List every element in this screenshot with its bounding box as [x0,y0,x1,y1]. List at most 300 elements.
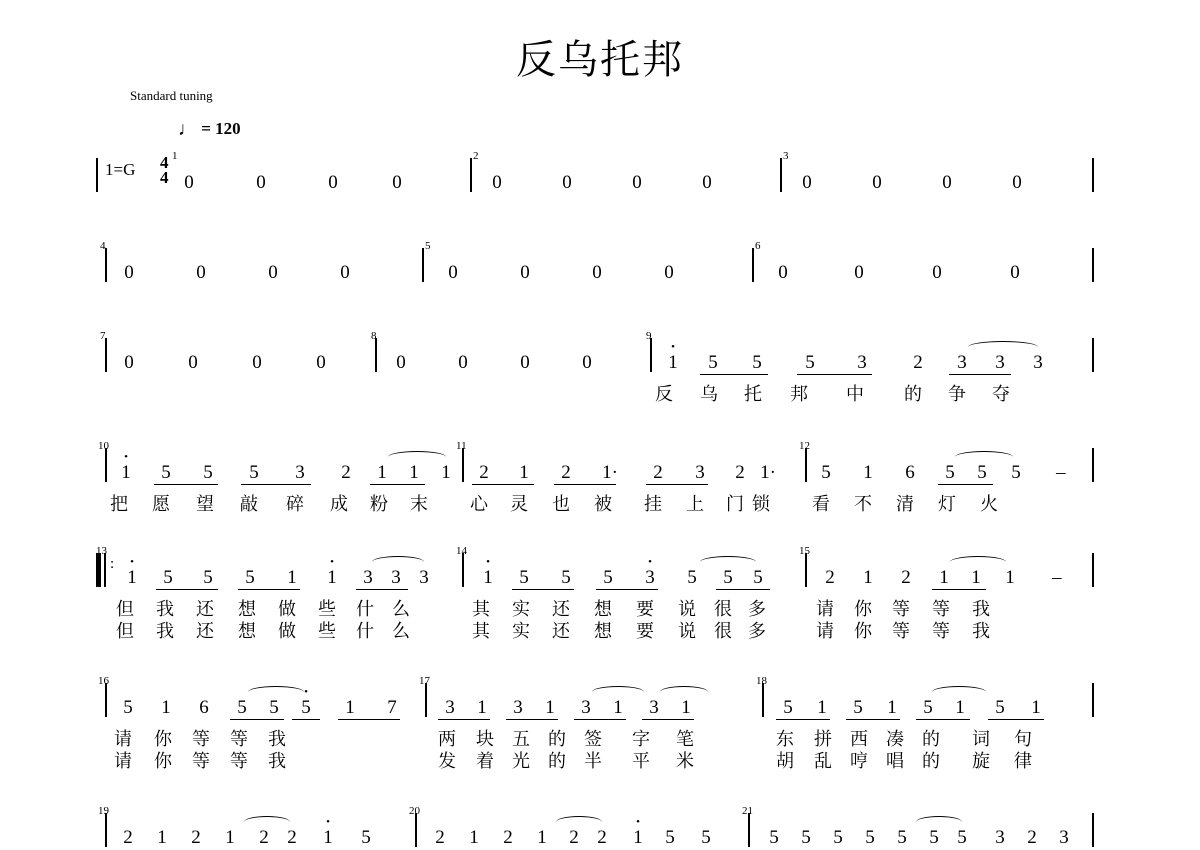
page-title: 反乌托邦 [516,37,684,83]
note: 0 [268,262,278,283]
barline [650,338,652,372]
note: 5 [1011,462,1021,483]
tie-slur [244,816,290,828]
note: 3 [695,462,705,483]
note: 2 [913,352,923,373]
measure-number: 3 [783,150,789,162]
lyric: 西 [850,729,868,750]
lyric-verse2: 的 [548,751,566,772]
note: 5 [269,697,279,718]
note: 0 [1010,262,1020,283]
system-7 [0,805,1200,850]
note: 1 [287,567,297,588]
note [318,816,338,849]
note: 1 [613,697,623,718]
lyric: 的 [548,729,566,750]
note: 5 [752,352,762,373]
tie-slur [372,556,424,568]
beam-underline [932,589,986,590]
tie-slur [968,341,1038,353]
measure-number: 13 [96,545,107,557]
lyric: 的 [904,384,922,405]
octave-dot: • [304,686,308,698]
lyric: 你 [154,729,172,750]
lyric-verse2: 律 [1014,751,1032,772]
note: 5 [995,697,1005,718]
note: 0 [392,172,402,193]
note: 5 [805,352,815,373]
note: 0 [340,262,350,283]
note: 3 [513,697,523,718]
lyric-verse2: 说 [678,621,696,642]
lyric: 粉 [370,494,388,515]
lyric: 拼 [814,729,832,750]
note: 0 [854,262,864,283]
note: 5 [203,567,213,588]
note: 2 [901,567,911,588]
note: 1· [760,462,776,483]
beam-underline [596,589,658,590]
barline [805,553,807,587]
lyric: 些 [318,599,336,620]
note: 3 [995,352,1005,373]
barline [415,813,417,847]
lyric: 想 [238,599,256,620]
note-value: 1 [668,352,678,373]
repeat-dots: : [110,556,115,572]
lyric: 很 [714,599,732,620]
note: 1 [519,462,529,483]
note: 1 [225,827,235,848]
lyric-verse2: 还 [552,621,570,642]
beam-underline [154,484,218,485]
lyric-verse2: 乱 [814,751,832,772]
lyric: 还 [552,599,570,620]
note: 0 [124,262,134,283]
note: 3 [1033,352,1043,373]
note: 5 [897,827,907,848]
note: 0 [328,172,338,193]
note: 5 [361,827,371,848]
lyric: 挂 [644,494,662,515]
barline [422,248,424,282]
note: 0 [592,262,602,283]
lyric: 做 [278,599,296,620]
lyric-verse2: 唱 [886,751,904,772]
beam-underline [241,484,311,485]
beam-underline [472,484,534,485]
beam-underline [156,589,218,590]
lyric-verse2: 很 [714,621,732,642]
barline [748,813,750,847]
lyric-verse2: 胡 [776,751,794,772]
measure-number: 21 [742,805,753,817]
note: 2 [825,567,835,588]
lyric-verse2: 哼 [850,751,868,772]
note: 0 [196,262,206,283]
note: 2 [259,827,269,848]
octave-dot: • [636,816,640,828]
lyric: 但 [116,599,134,620]
lyric: 句 [1014,729,1032,750]
barline [1092,338,1094,372]
octave-dot: • [330,556,334,568]
note: 0 [942,172,952,193]
beam-underline [776,719,830,720]
lyric: 门 [726,494,744,515]
lyric-verse2: 光 [512,751,530,772]
lyric: 灵 [510,494,528,515]
lyric: 碎 [286,494,304,515]
note: 1 [441,462,451,483]
tie-slur [592,686,644,698]
note: 2 [479,462,489,483]
beam-underline [512,589,574,590]
lyric: 东 [776,729,794,750]
note: 5 [237,697,247,718]
tie-slur [916,816,962,828]
note: 2 [569,827,579,848]
note [322,556,342,589]
octave-dot: • [124,451,128,463]
note: 3 [445,697,455,718]
lyric: 灯 [938,494,956,515]
lyric-verse2: 实 [512,621,530,642]
lyric-verse2: 着 [476,751,494,772]
note: 5 [957,827,967,848]
lyric-verse2: 请 [114,751,132,772]
note: 5 [945,462,955,483]
note: 1 [863,567,873,588]
note: 0 [492,172,502,193]
note: 5 [865,827,875,848]
octave-dot: • [671,341,675,353]
note: 1 [469,827,479,848]
note [628,816,648,849]
repeat-start-barline [96,553,101,587]
lyric: 实 [512,599,530,620]
barline [375,338,377,372]
lyric: 请 [816,599,834,620]
measure-number: 10 [98,440,109,452]
note: 5 [665,827,675,848]
note: 5 [929,827,939,848]
beam-underline [916,719,970,720]
measure-number: 8 [371,330,377,342]
lyric: 什 [356,599,374,620]
beam-underline [230,719,284,720]
note: 5 [753,567,763,588]
beam-underline [238,589,300,590]
lyric: 也 [552,494,570,515]
beam-underline [338,719,400,720]
lyric: 要 [636,599,654,620]
lyric-verse2: 还 [196,621,214,642]
note: 0 [932,262,942,283]
system-5 [0,545,1200,645]
lyric-verse2: 平 [632,751,650,772]
lyric-verse2: 多 [748,621,766,642]
lyric: 争 [948,384,966,405]
note: 5 [603,567,613,588]
note: 0 [562,172,572,193]
note-value: 1 [327,567,337,588]
lyric: 我 [972,599,990,620]
note: 0 [1012,172,1022,193]
note: 5 [561,567,571,588]
note-value: 1 [127,567,137,588]
lyric: 的 [922,729,940,750]
note: 1 [863,462,873,483]
barline [104,553,106,587]
measure-number: 5 [425,240,431,252]
lyric-verse2: 你 [154,751,172,772]
system-3 [0,330,1200,430]
tie-slur [955,451,1013,463]
note: 1 [939,567,949,588]
tie-slur [660,686,708,698]
note: 2 [653,462,663,483]
beam-underline [646,484,708,485]
lyric: 词 [972,729,990,750]
note: 5 [245,567,255,588]
beam-underline [988,719,1044,720]
barline [105,813,107,847]
lyric: 被 [594,494,612,515]
measure-number: 20 [409,805,420,817]
note: 5 [723,567,733,588]
tuning-label: Standard tuning [130,88,213,103]
lyric: 块 [476,729,494,750]
note-value: 5 [301,697,311,718]
lyric-verse2: 想 [594,621,612,642]
note: 0 [802,172,812,193]
note: 1 [1031,697,1041,718]
octave-dot: • [486,556,490,568]
measure-number: 11 [456,440,467,452]
lyric: 两 [438,729,456,750]
barline [1092,248,1094,282]
system-4 [0,440,1200,540]
lyric: 清 [896,494,914,515]
note: 1· [602,462,618,483]
note: 5 [687,567,697,588]
note: 3 [363,567,373,588]
note: 0 [448,262,458,283]
lyric: 敲 [240,494,258,515]
lyric: 等 [230,729,248,750]
note: 3 [957,352,967,373]
barline [805,448,807,482]
lyric-verse2: 等 [230,751,248,772]
measure-number: 12 [799,440,810,452]
note: 1 [157,827,167,848]
quarter-note-icon: ♩ [178,119,197,140]
lyric: 乌 [700,384,718,405]
lyric: 字 [632,729,650,750]
beam-underline [797,374,872,375]
lyric: 说 [678,599,696,620]
note: 0 [458,352,468,373]
note: 0 [582,352,592,373]
note: 7 [387,697,397,718]
note: 2 [1027,827,1037,848]
barline [780,158,782,192]
lyric: 么 [392,599,410,620]
time-signature-bottom: 4 [160,168,169,187]
note: 1 [409,462,419,483]
lyric: 签 [584,729,602,750]
tie-slur [950,556,1006,568]
measure-number: 17 [419,675,430,687]
measure-number: 14 [456,545,467,557]
lyric: 成 [330,494,348,515]
lyric: 还 [196,599,214,620]
note: 5 [821,462,831,483]
note: 2 [561,462,571,483]
beam-underline [292,719,320,720]
note: 3 [581,697,591,718]
lyric: 多 [748,599,766,620]
lyric: 想 [594,599,612,620]
note: 0 [520,352,530,373]
lyric-verse2: 什 [356,621,374,642]
note: 1 [377,462,387,483]
lyric-verse2: 请 [816,621,834,642]
barline [762,683,764,717]
note: 2 [435,827,445,848]
note: 0 [316,352,326,373]
note: 6 [905,462,915,483]
lyric: 不 [854,494,872,515]
note: 1 [545,697,555,718]
beam-underline [700,374,768,375]
note: 1 [817,697,827,718]
beam-underline [554,484,616,485]
lyric-verse2: 但 [116,621,134,642]
note-value: 3 [645,567,655,588]
lyric: 把 [110,494,128,515]
note: 3 [995,827,1005,848]
note: 2 [735,462,745,483]
barline [1092,448,1094,482]
barline [105,683,107,717]
barline [425,683,427,717]
lyric: 我 [156,599,174,620]
note: 1 [477,697,487,718]
note: 3 [649,697,659,718]
note: 2 [597,827,607,848]
lyric-verse2: 等 [892,621,910,642]
tie-slur [700,556,756,568]
beam-underline [370,484,425,485]
beam-underline [846,719,900,720]
beam-underline [356,589,408,590]
note: 0 [872,172,882,193]
barline [470,158,472,192]
note: 5 [833,827,843,848]
lyric-verse2: 其 [472,621,490,642]
beam-underline [949,374,1011,375]
note: 3 [391,567,401,588]
tempo-value: = 120 [201,119,241,138]
note [478,556,498,589]
lyric: 等 [932,599,950,620]
tie-slur [932,686,986,698]
note: 0 [124,352,134,373]
note-value: 1 [121,462,131,483]
lyric: 你 [854,599,872,620]
barline [96,158,98,192]
beam-underline [506,719,558,720]
barline [105,248,107,282]
beam-underline [438,719,490,720]
time-signature [160,155,169,185]
note: 1 [161,697,171,718]
lyric-verse2: 要 [636,621,654,642]
note: 5 [708,352,718,373]
measure-number: 9 [646,330,652,342]
note [640,556,660,589]
measure-number: 6 [755,240,761,252]
note [663,341,683,374]
note [122,556,142,589]
note: 0 [252,352,262,373]
note: 5 [249,462,259,483]
barline [105,448,107,482]
lyric: 看 [812,494,830,515]
measure-number: 1 [172,150,178,162]
lyric: 我 [268,729,286,750]
beam-underline [716,589,770,590]
sustain-dash: – [1056,462,1066,483]
note: 3 [295,462,305,483]
note: 2 [287,827,297,848]
system-1 [0,150,1200,250]
measure-number: 4 [100,240,106,252]
lyric: 锁 [752,494,770,515]
lyric: 等 [192,729,210,750]
note: 1 [345,697,355,718]
lyric: 托 [744,384,762,405]
lyric: 上 [686,494,704,515]
measure-number: 2 [473,150,479,162]
note: 1 [1005,567,1015,588]
measure-number: 19 [98,805,109,817]
lyric-verse2: 等 [932,621,950,642]
note: 6 [199,697,209,718]
note: 5 [519,567,529,588]
lyric-verse2: 做 [278,621,296,642]
note: 5 [701,827,711,848]
note: 1 [955,697,965,718]
note: 5 [769,827,779,848]
note: 3 [1059,827,1069,848]
note: 5 [923,697,933,718]
note: 2 [341,462,351,483]
note: 0 [778,262,788,283]
barline [462,553,464,587]
note: 0 [520,262,530,283]
lyric: 末 [410,494,428,515]
lyric-verse2: 半 [584,751,602,772]
barline [1092,813,1094,847]
note-value: 1 [483,567,493,588]
lyric-verse2: 旋 [972,751,990,772]
tie-slur [556,816,602,828]
note: 2 [503,827,513,848]
lyric-verse2: 我 [268,751,286,772]
